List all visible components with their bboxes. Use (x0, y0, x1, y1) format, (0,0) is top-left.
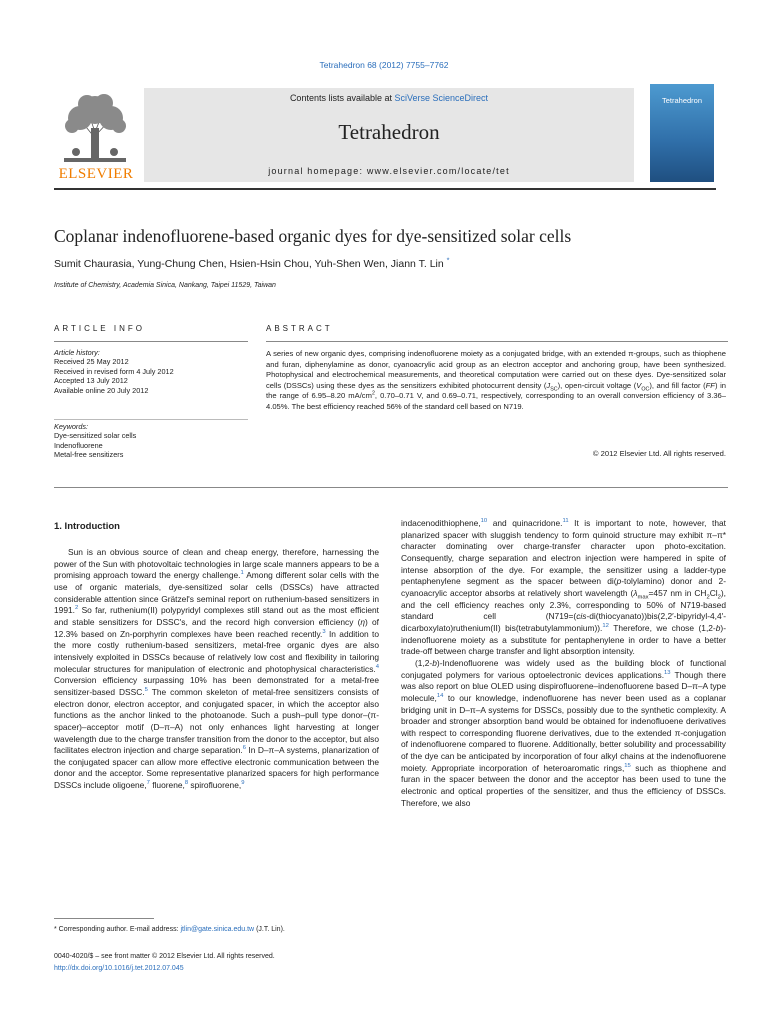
footnote-suffix: (J.T. Lin). (254, 926, 285, 933)
abstract-text: A series of new organic dyes, comprising indenofluorene moiety as a conjugated bridge, with an extended π-groups, such as thiophene and furan, diphenylamine as donor, cyanoacrylic acid group as an electron acceptor and anchoring group, have been synthesized. Photophysical and electrochemical measurements, and theoretical computation were carried out on these dyes. Dye-sensitized solar cells (DSSCs) using these dyes as the sensitizers exhibited photocurrent density $(J_{SC})$, open-circuit voltage $(V_{OC})$, and fill factor (FF) in the range of 6.95–8.20 $mA/cm^2$, 0.70–0.71 V, and 0.69–0.71, respectively, corresponding to an overall conversion efficiency of 3.36–4.05%. The best efficiency reached 56% of the standard cell based on N719. (266, 349, 727, 411)
journal-reference-link[interactable]: Tetrahedron 68 (2012) 7755–7762 (319, 60, 449, 70)
keyword-item: Dye-sensitized solar cells (54, 431, 137, 441)
elsevier-wordmark: ELSEVIER (58, 166, 134, 182)
abstract-heading: ABSTRACT (266, 324, 333, 333)
issn-line: 0040-4020/$ – see front matter © 2012 Elsevier Ltd. All rights reserved. (54, 953, 275, 960)
journal-name: Tetrahedron (338, 120, 440, 144)
front-matter-divider (54, 487, 728, 488)
footnote-divider (54, 918, 154, 919)
keywords-block (54, 422, 248, 460)
corresponding-author-mark[interactable]: * (446, 255, 450, 265)
contents-prefix: Contents lists available at (289, 93, 395, 103)
contents-line (144, 93, 634, 103)
abstract-copyright: © 2012 Elsevier Ltd. All rights reserved. (592, 449, 726, 458)
journal-homepage-link[interactable]: journal homepage: www.elsevier.com/locate/tet (268, 166, 510, 176)
doi-link[interactable]: http://dx.doi.org/10.1016/j.tet.2012.07.045 (54, 965, 184, 972)
corresponding-footnote (54, 926, 379, 933)
article-title: Coplanar indenofluorene-based organic dyes for dye-sensitized solar cells (54, 226, 572, 246)
keywords-heading: Keywords: (54, 422, 89, 431)
abstract-divider (266, 341, 728, 342)
authors-text: Sumit Chaurasia, Yung-Chung Chen, Hsien-Hsin Chou, Yuh-Shen Wen, Jiann T. Lin (54, 258, 444, 270)
history-online: Available online 20 July 2012 (54, 385, 149, 395)
footnote-prefix: * Corresponding author. E-mail address: (54, 926, 181, 933)
article-info-heading: ARTICLE INFO (54, 324, 145, 333)
section-heading-introduction: 1. Introduction (54, 521, 120, 532)
body-column-left: Sun is an obvious source of clean and cheap energy, therefore, harnessing the power of the Sun with photovoltaic technologies in large scale manners appears to be a promising approach toward the energy challenge.$^1$ Among different solar cells with the use of organic materials, dye-sensitized solar cells (DSSCs) have attracted considerable attention since Grätzel's seminal report on ruthenium-based sensitizers in 1991.$^2$ So far, ruthenium(II) polypyridyl complexes still stand out as the most efficient and stable sensitizers for DSSC's, and the record high conversion efficiency (η) of 12.3% based on Zn-porphyrin complexes have been reached recently.$^3$ In addition to the more costly ruthenium-based sensitizers, metal-free organic dyes are also intensively exploited in DSSCs because of relatively low cost and flexibility in tailoring molecular structures for manipulation of electronic and photophysical characteristics.$^4$ Conversion efficiency surpassing 10% has been demonstrated for a metal-free sensitizer-based DSSC.$^5$ The common skeleton of metal-free sensitizers consists of electron donor, electron acceptor, and conjugated spacer, in which the acceptor also functions as the anchor linked to the photoanode. Such a push–pull type donor–(π-spacer)–acceptor motif (D–π–A) not only enhances light harvesting at longer wavelength due to the charge transfer transition from the donor to the acceptor, but also facilitates electron injection and charge separation.$^6$ In D–π–A systems, planarization of the conjugated spacer can allow more effective electronic communication between the donor and the acceptor. Some representative planarized spacers for high performance DSSCs include oligoene,$^7$ fluorene,$^8$ spirofluorene,$^9$ (54, 547, 380, 791)
keywords-divider (54, 419, 248, 420)
header-divider (54, 188, 716, 190)
history-revised: Received in revised form 4 July 2012 (54, 366, 174, 376)
issn-block (54, 951, 379, 975)
article-info-divider (54, 341, 248, 342)
author-list (54, 255, 734, 270)
cover-title: Tetrahedron (661, 96, 703, 105)
author-email-link[interactable]: jtlin@gate.sinica.edu.tw (180, 926, 255, 933)
body-column-right: indacenodithiophene,$^{10}$ and quinacridone.$^{11}$ It is important to note, however, that planarized spacer with sluggish tendency to form quinoid structure may exhibit π–π* character dominating over charge-transfer character upon photo-excitation. Consequently, charge separation and electron injection were hampered in spite of intense absorption of the dye. For example, the sensitizer using a ladder-type pentaphenylene segment as the spacer between di(p-tolylamino) donor and 2-cyanoacrylic acceptor absorbs at relatively short wavelength ($\lambda_{max}=457$ nm in $CH_2Cl_2$), and the cell efficiency reaches only 2.3%, corresponding to 50% of N719-based standard cell (N719=(cis-di(thiocyanato))bis(2,2′-bipyridyl-4,4′-dicarboxylato)ruthenium(II) bis(tetrabutylammonium)).$^{12}$ Therefore, we chose (1,2-b)-indenofluorene moiety as a substitute for pentaphenylene in order to have a better trade-off between charge transfer and light absorption intensity. (1,2-b)-Indenofluorene was widely used as the building block of functional conjugated polymers for various optoelectronic devices applications.$^{13}$ Though there was also report on blue OLED using dispirofluorene–indenofluorene based D–π–A type molecule,$^{14}$ to our knowledge, indenofluorene has never been used as a coplanar bridging unit in D–π–A systems for DSSCs, possibly due to the synthetic complexity. A broader and stronger absorption band would be obtained for indenofluoene derivatives with respect to corresponding fluorene derivatives, due to the extended π-conjugation of indenofluorene compared to fluorene. Additionally, better solubility and processability of the dye can be anticipated by incorporation of four alkyl chains at the indenofluorene moiety. Appropriate incorporation of heteroaromatic rings,$^{15}$ such as thiophene and furan in the spacer between the donor and the acceptor has been used to tune the electronic and optical properties of the sensitizer, and thus the efficiency of DSSCs. Therefore, we also (401, 518, 727, 808)
keyword-item: Indenofluorene (54, 440, 103, 450)
history-accepted: Accepted 13 July 2012 (54, 376, 128, 386)
sciencedirect-link[interactable]: SciVerse ScienceDirect (394, 93, 489, 103)
article-history (54, 348, 248, 395)
affiliation: Institute of Chemistry, Academia Sinica, Nankang, Taipei 11529, Taiwan (54, 282, 276, 289)
history-heading: Article history: (54, 348, 100, 357)
history-received: Received 25 May 2012 (54, 357, 129, 367)
keyword-item: Metal-free sensitizers (54, 450, 124, 460)
